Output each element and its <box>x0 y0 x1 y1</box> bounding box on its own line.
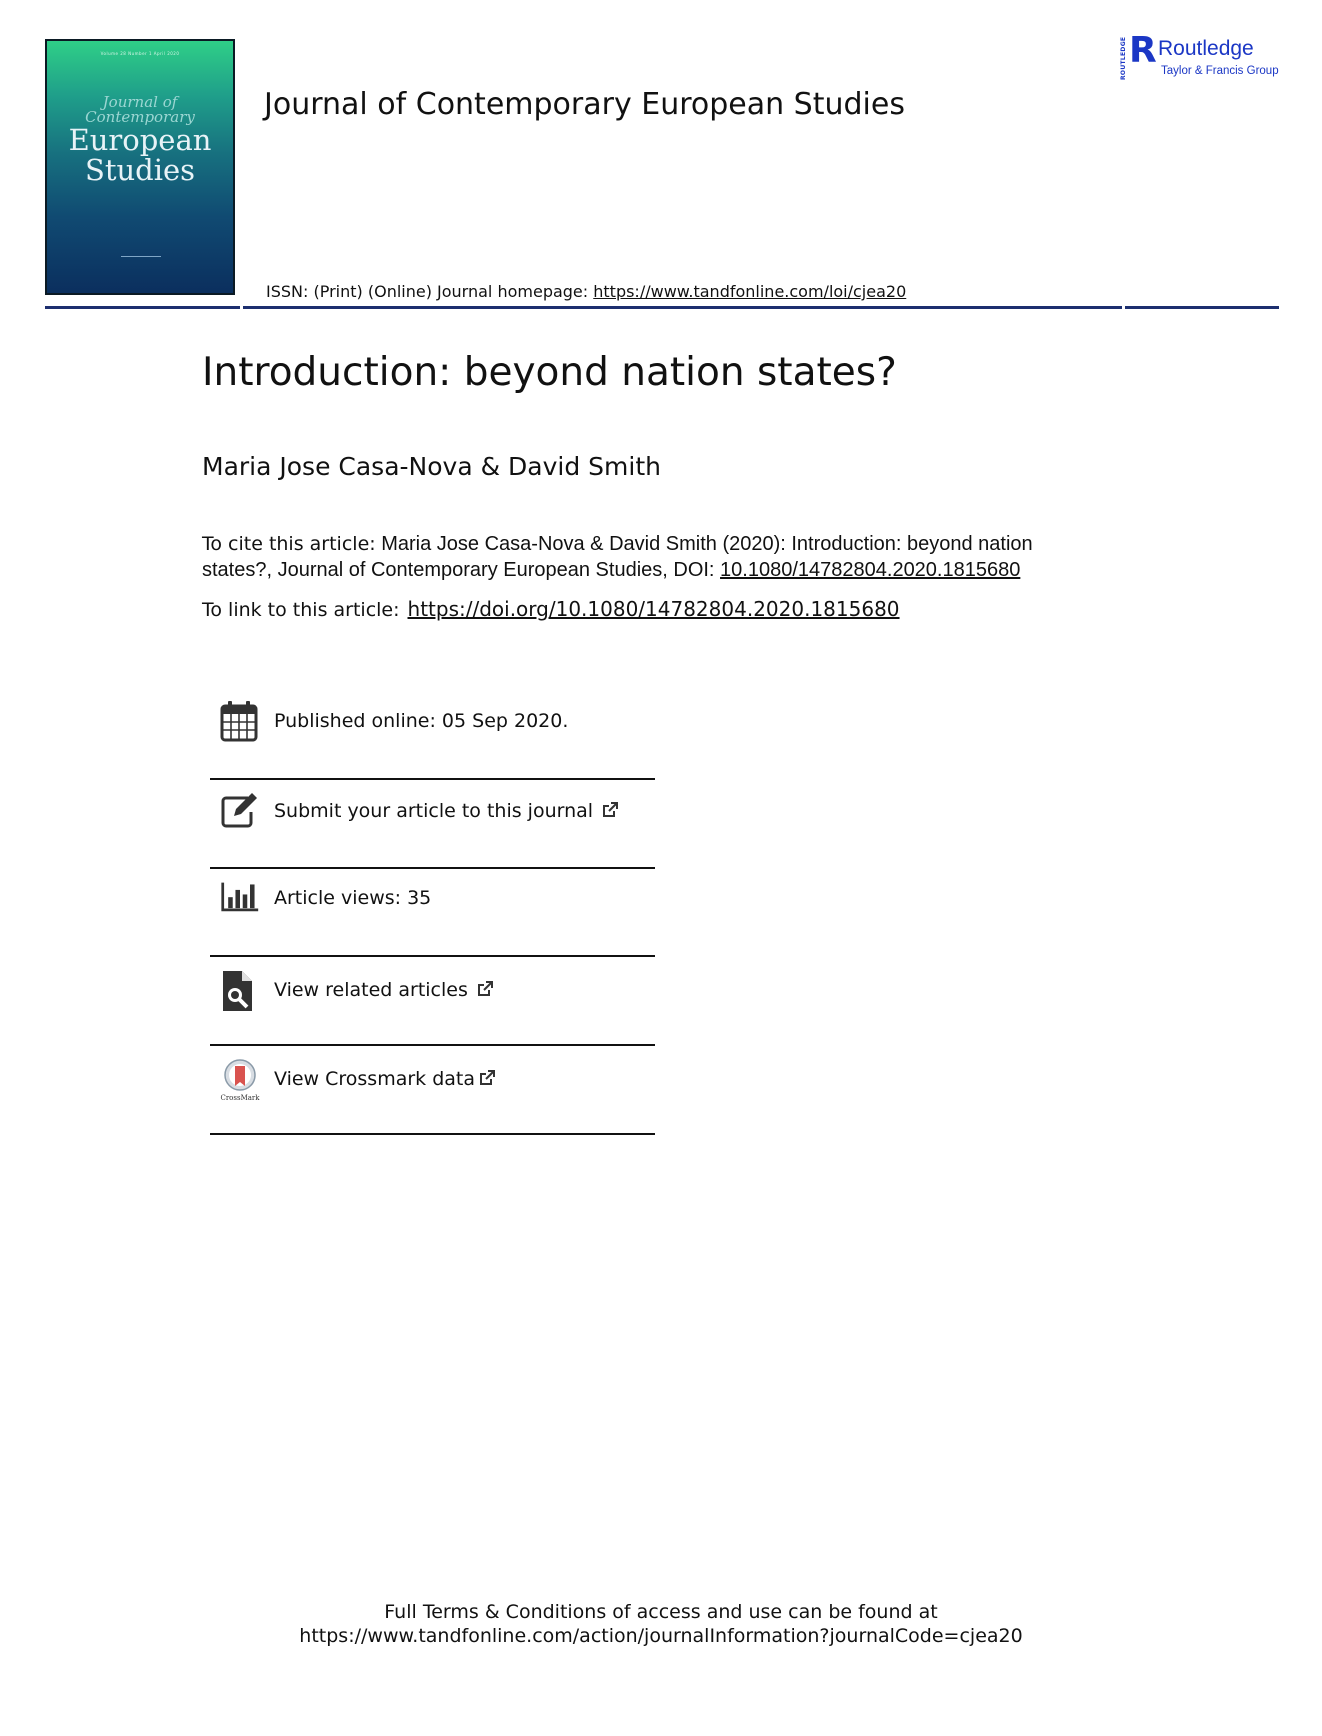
info-divider <box>210 955 655 957</box>
journal-homepage-link[interactable]: https://www.tandfonline.com/loi/cjea20 <box>593 282 907 301</box>
related-articles-item[interactable] <box>210 969 655 1029</box>
related-articles-text: View related articles <box>274 979 468 1001</box>
journal-title: Journal of Contemporary European Studies <box>264 87 905 122</box>
crossmark-icon <box>220 1058 260 1102</box>
footer-line-1: Full Terms & Conditions of access and use can be found at <box>384 1601 938 1623</box>
issn-line <box>266 282 906 301</box>
article-doi-url-link[interactable]: https://doi.org/10.1080/14782804.2020.1815680 <box>407 597 900 621</box>
publisher-name: Routledge <box>1158 37 1254 60</box>
external-link-icon <box>476 980 494 998</box>
submit-article-text: Submit your article to this journal <box>274 800 594 822</box>
routledge-r-glyph: R <box>1129 30 1157 71</box>
info-divider <box>210 867 655 869</box>
routledge-logo <box>1120 30 1280 84</box>
cover-title-line-4: Studies <box>84 153 196 187</box>
calendar-icon <box>220 700 260 744</box>
document-search-icon <box>220 969 260 1013</box>
publisher-group: Taylor & Francis Group <box>1161 65 1279 77</box>
citation-label: To cite this article: <box>202 533 376 555</box>
info-divider <box>210 1133 655 1135</box>
submit-article-item[interactable] <box>210 790 655 850</box>
cover-title-line-1: Journal of <box>102 93 178 111</box>
info-divider <box>210 1044 655 1046</box>
cover-title <box>47 95 233 185</box>
external-link-icon <box>601 801 619 819</box>
cover-title-line-3: European <box>68 123 212 157</box>
published-online-item <box>210 700 655 760</box>
article-link-line <box>202 597 900 621</box>
header-divider <box>45 306 1279 309</box>
cover-publisher-mark <box>121 256 161 267</box>
article-title: Introduction: beyond nation states? <box>202 350 897 395</box>
bar-chart-icon <box>220 877 260 921</box>
crossmark-logo-text: CrossMark <box>220 1094 260 1102</box>
published-online-text: Published online: 05 Sep 2020. <box>274 710 569 732</box>
citation-doi-link[interactable]: 10.1080/14782804.2020.1815680 <box>720 559 1021 581</box>
submit-article-link[interactable] <box>274 800 619 822</box>
issn-text: ISSN: (Print) (Online) Journal homepage: <box>266 282 594 301</box>
routledge-vertical-text: ROUTLEDGE <box>1120 36 1127 80</box>
info-divider <box>210 778 655 780</box>
footer-terms-link[interactable]: https://www.tandfonline.com/action/journalInformation?journalCode=cjea20 <box>299 1625 1023 1647</box>
article-link-label: To link to this article: <box>202 599 400 621</box>
edit-icon <box>220 790 260 834</box>
crossmark-item[interactable] <box>210 1058 655 1118</box>
crossmark-link[interactable] <box>274 1068 496 1090</box>
article-authors: Maria Jose Casa-Nova & David Smith <box>202 452 661 481</box>
article-views-item <box>210 877 655 937</box>
cover-volume-line: Volume 28 Number 1 April 2020 <box>100 51 180 56</box>
article-views-text: Article views: 35 <box>274 887 432 909</box>
citation-block <box>202 531 1102 583</box>
external-link-icon <box>478 1069 496 1087</box>
crossmark-text: View Crossmark data <box>274 1068 476 1090</box>
related-articles-link[interactable] <box>274 979 494 1001</box>
citation-text: Maria Jose Casa-Nova & David Smith (2020): Introduction: beyond nation states?, Journal of Contemporary European Studies, DOI: <box>202 533 1033 581</box>
journal-cover-image <box>45 39 235 295</box>
cover-title-line-2: Contemporary <box>85 108 195 126</box>
footer-terms <box>0 1600 1322 1648</box>
